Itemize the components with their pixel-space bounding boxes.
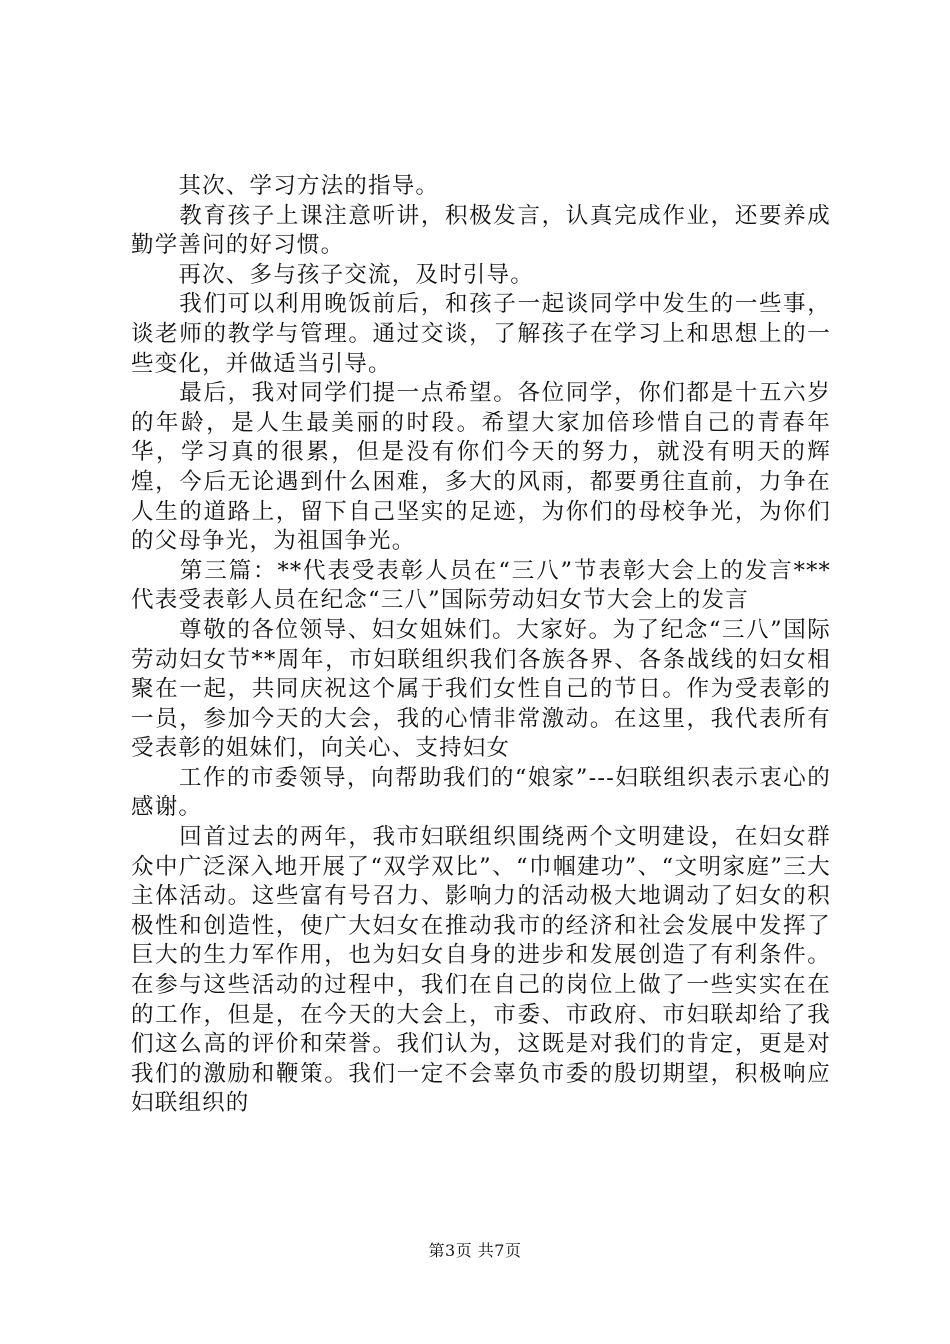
paragraph-method-guidance-heading: 其次、学习方法的指导。 xyxy=(131,173,440,199)
paragraph-communication: 我们可以利用晚饭前后，和孩子一起谈同学中发生的一些事，谈老师的教学与管理。通过交谈，了解孩子在学习上和思想上的一些变化，并做适当引导。 xyxy=(131,291,831,377)
paragraph-communication-heading: 再次、多与孩子交流，及时引导。 xyxy=(131,261,534,288)
paragraph-section-title: 第三篇：**代表受表彰人员在“三八”节表彰大会上的发言***代表受表彰人员在纪念“三八”国际劳动妇女节大会上的发言 xyxy=(131,557,831,614)
document-body xyxy=(131,172,831,1119)
page-number-footer: 第3页 共7页 xyxy=(428,1241,522,1260)
paragraph-speech-review: 回首过去的两年，我市妇联组织围绕两个文明建设，在妇女群众中广泛深入地开展了“双学双比”、“巾帼建功”、“文明家庭”三大主体活动。这些富有号召力、影响力的活动极大地调动了妇女的积极性和创造性，使广大妇女在推动我市的经济和社会发展中发挥了巨大的生力军作用，也为妇女自身的进步和发展创造了有利条件。在参与这些活动的过程中，我们在自己的岗位上做了一些实实在在的工作，但是，在今天的大会上，市委、市政府、市妇联却给了我们这么高的评价和荣誉。我们认为，这既是对我们的肯定，更是对我们的激励和鞭策。我们一定不会辜负市委的殷切期望，积极响应妇联组织的 xyxy=(131,824,831,1117)
paragraph-speech-opening: 尊敬的各位领导、妇女姐妹们。大家好。为了纪念“三八”国际劳动妇女节**周年，市妇联组织我们各族各界、各条战线的妇女相聚在一起，共同庆祝这个属于我们女性自己的节日。作为受表彰的一员，参加今天的大会，我的心情非常激动。在这里，我代表所有受表彰的姐妹们，向关心、支持妇女 xyxy=(131,616,831,762)
paragraph-method-guidance: 教育孩子上课注意听讲，积极发言，认真完成作业，还要养成勤学善问的好习惯。 xyxy=(131,202,831,259)
paragraph-closing-hope: 最后，我对同学们提一点希望。各位同学，你们都是十五六岁的年龄，是人生最美丽的时段。希望大家加倍珍惜自己的青春年华，学习真的很累，但是没有你们今天的努力，就没有明天的辉煌，今后无论遇到什么困难，多大的风雨，都要勇往直前，力争在人生的道路上，留下自己坚实的足迹，为你们的母校争光，为你们的父母争光，为祖国争光。 xyxy=(131,380,831,555)
paragraph-speech-thanks: 工作的市委领导，向帮助我们的“娘家”---妇联组织表示衷心的感谢。 xyxy=(131,764,831,821)
